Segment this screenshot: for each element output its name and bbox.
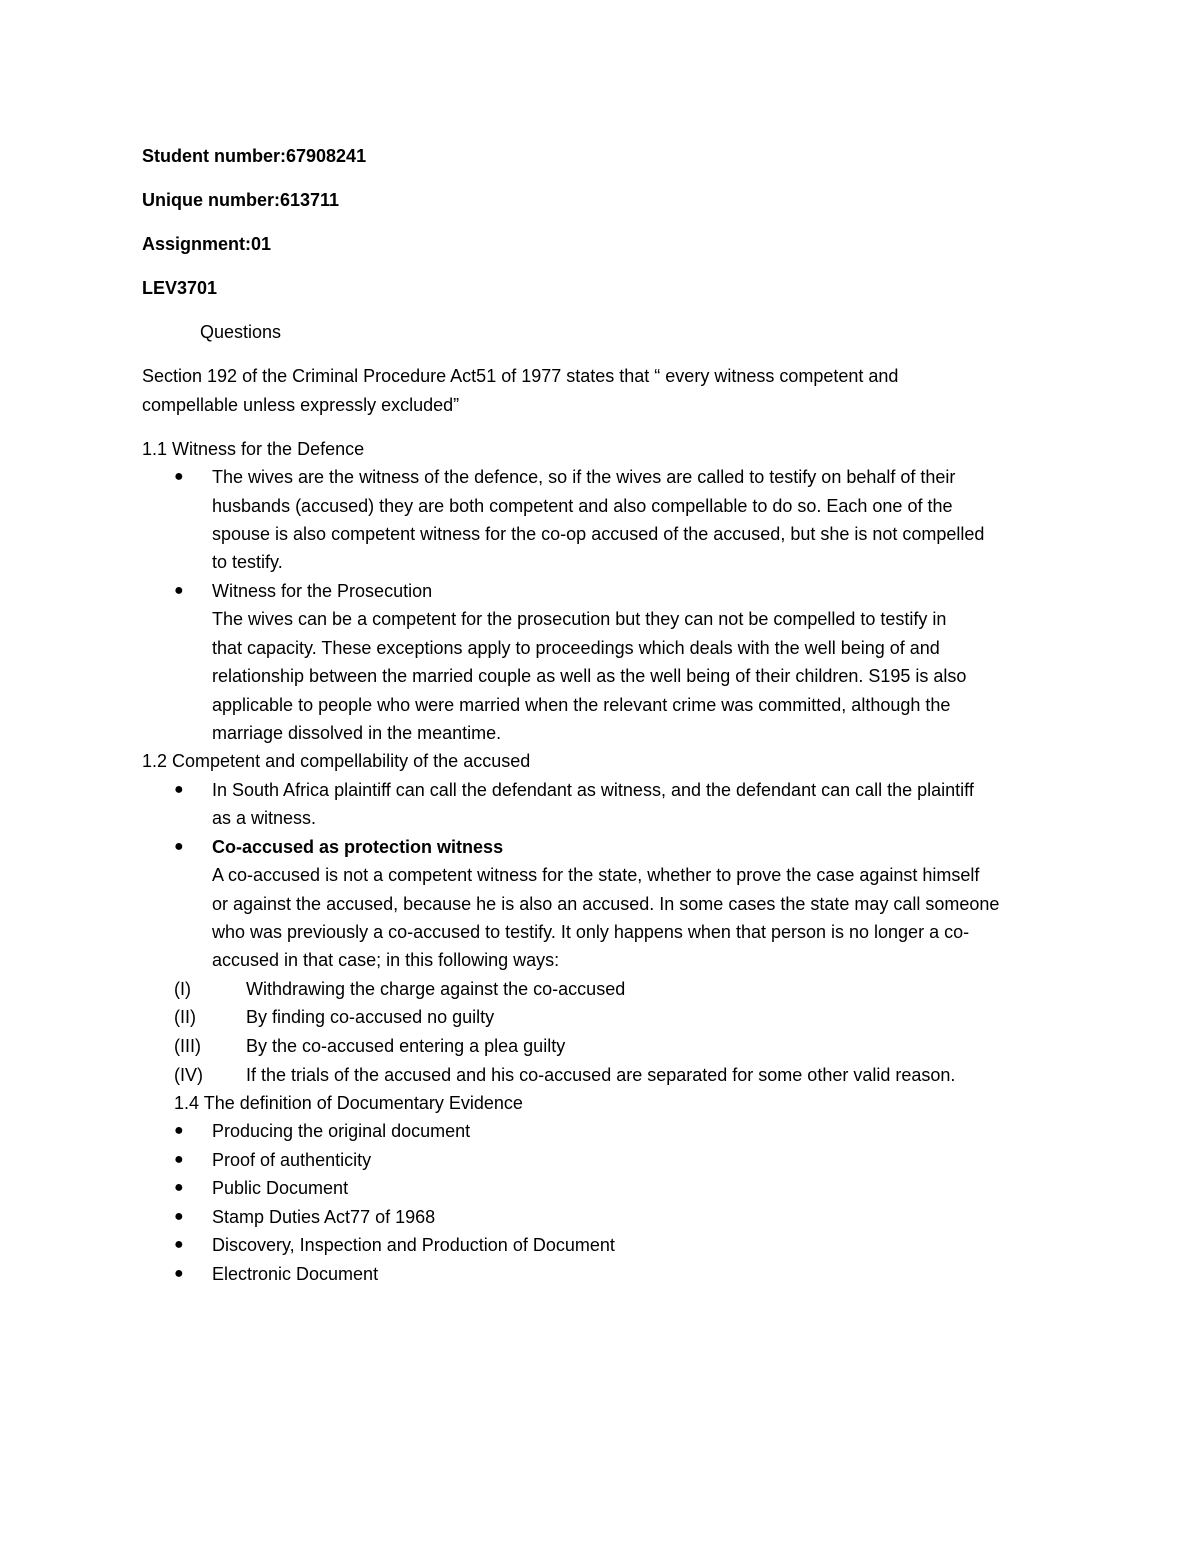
- co-accused-text-line: accused in that case; in this following ways:: [212, 950, 560, 970]
- defence-text-line: to testify.: [212, 552, 283, 572]
- co-accused-text-line: or against the accused, because he is also an accused. In some cases the state may call someone: [212, 894, 1000, 914]
- documentary-evidence-item: Discovery, Inspection and Production of Document: [212, 1235, 615, 1255]
- section-1-4-heading: 1.4 The definition of Documentary Evidence: [174, 1093, 523, 1113]
- numbered-item-text: If the trials of the accused and his co-accused are separated for some other valid reason.: [246, 1065, 956, 1085]
- numbered-item-marker: (II): [174, 1007, 196, 1027]
- assignment-number: Assignment:01: [142, 234, 272, 254]
- defence-text-line: spouse is also competent witness for the co-op accused of the accused, but she is not compelled: [212, 524, 985, 544]
- questions-heading: Questions: [200, 322, 282, 342]
- defence-text-line: The wives are the witness of the defence, so if the wives are called to testify on behalf of their: [212, 467, 956, 487]
- intro-line-2: compellable unless expressly excluded”: [142, 395, 460, 415]
- prosecution-text-line: that capacity. These exceptions apply to proceedings which deals with the well being of and: [212, 638, 940, 658]
- documentary-evidence-item: Public Document: [212, 1178, 349, 1198]
- prosecution-text-line: relationship between the married couple as well as the well being of their children. S195 is also: [212, 666, 967, 686]
- bullet-icon: ●: [174, 1265, 184, 1282]
- plaintiff-text-line: as a witness.: [212, 808, 317, 828]
- section-1-2-heading: 1.2 Competent and compellability of the accused: [142, 751, 531, 771]
- co-accused-title: Co-accused as protection witness: [212, 837, 504, 857]
- defence-text-line: husbands (accused) they are both competent and also compellable to do so. Each one of the: [212, 496, 953, 516]
- bullet-icon: ●: [174, 1151, 184, 1168]
- unique-number: Unique number:613711: [142, 190, 340, 210]
- prosecution-title: Witness for the Prosecution: [212, 581, 433, 601]
- prosecution-text-line: marriage dissolved in the meantime.: [212, 723, 502, 743]
- bullet-icon: ●: [174, 1236, 184, 1253]
- bullet-icon: ●: [174, 1208, 184, 1225]
- numbered-item-text: By finding co-accused no guilty: [246, 1007, 495, 1027]
- documentary-evidence-item: Stamp Duties Act77 of 1968: [212, 1207, 436, 1227]
- documentary-evidence-item: Electronic Document: [212, 1264, 379, 1284]
- numbered-item-marker: (I): [174, 979, 191, 999]
- bullet-icon: ●: [174, 1122, 184, 1139]
- section-1-1-heading: 1.1 Witness for the Defence: [142, 439, 365, 459]
- co-accused-text-line: A co-accused is not a competent witness for the state, whether to prove the case against himself: [212, 865, 980, 885]
- bullet-icon: ●: [174, 781, 184, 798]
- documentary-evidence-item: Proof of authenticity: [212, 1150, 372, 1170]
- plaintiff-text-line: In South Africa plaintiff can call the defendant as witness, and the defendant can call the plaintiff: [212, 780, 974, 800]
- bullet-icon: ●: [174, 1179, 184, 1196]
- numbered-item-marker: (III): [174, 1036, 201, 1056]
- prosecution-text-line: applicable to people who were married when the relevant crime was committed, although the: [212, 695, 951, 715]
- numbered-item-text: By the co-accused entering a plea guilty: [246, 1036, 566, 1056]
- bullet-icon: ●: [174, 838, 184, 855]
- module-code: LEV3701: [142, 278, 218, 298]
- numbered-item-marker: (IV): [174, 1065, 203, 1085]
- documentary-evidence-item: Producing the original document: [212, 1121, 471, 1141]
- student-number: Student number:67908241: [142, 146, 367, 166]
- intro-line-1: Section 192 of the Criminal Procedure Act51 of 1977 states that “ every witness competent and: [142, 366, 899, 386]
- co-accused-text-line: who was previously a co-accused to testify. It only happens when that person is no longer a co-: [212, 922, 970, 942]
- bullet-icon: ●: [174, 582, 184, 599]
- numbered-item-text: Withdrawing the charge against the co-accused: [246, 979, 626, 999]
- bullet-icon: ●: [174, 468, 184, 485]
- prosecution-text-line: The wives can be a competent for the prosecution but they can not be compelled to testify in: [212, 609, 947, 629]
